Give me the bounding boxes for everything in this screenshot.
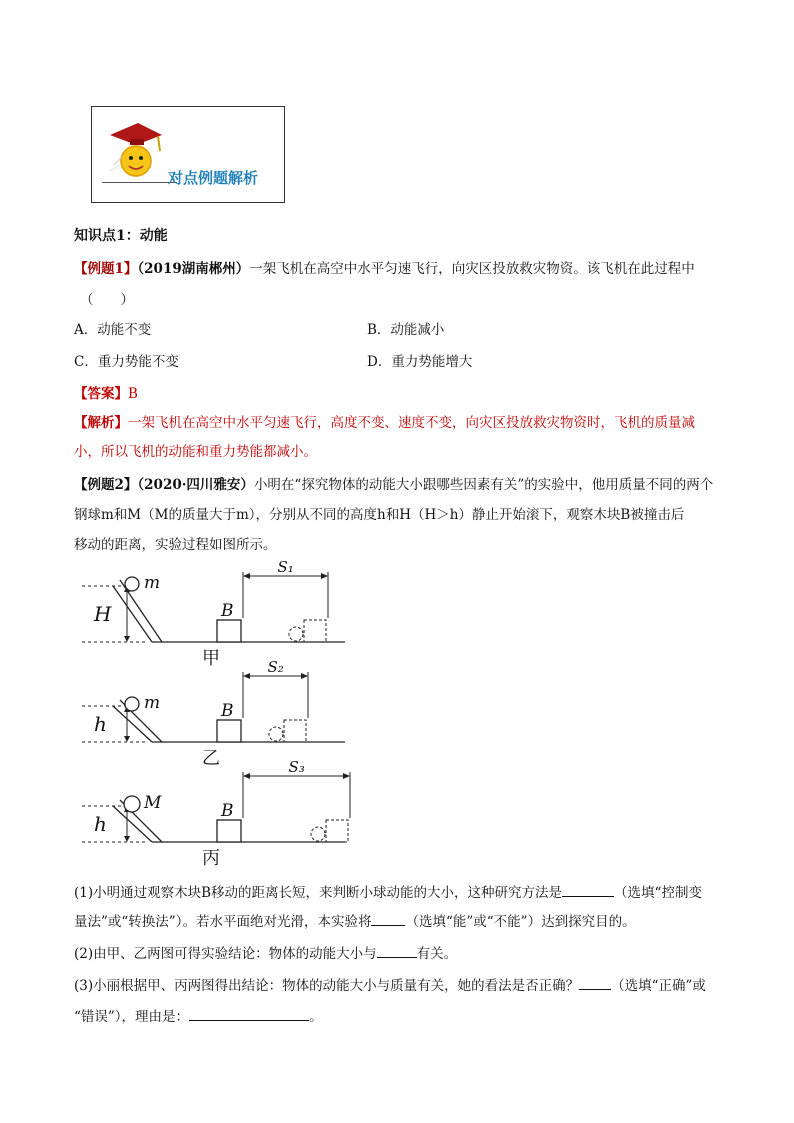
arrow-head [321, 573, 328, 579]
q2-sub3-text-d: 。 [309, 1009, 323, 1025]
dist-label: S₃ [288, 758, 305, 776]
ball-label: M [144, 793, 162, 813]
q2-stem-line1 [74, 475, 713, 495]
q1-option-b: B．动能减小 [367, 322, 445, 338]
q2-sub3-line1 [74, 975, 706, 996]
q1-answer-tag: 【答案】 [74, 386, 128, 402]
q2-sub1-blank1[interactable] [562, 882, 614, 897]
q1-analysis-text1: 一架飞机在高空中水平匀速飞行，高度不变、速度不变，向灾区投放救灾物资时，飞机的质量减 [128, 415, 695, 431]
dist-label: S₁ [277, 558, 294, 576]
q2-sub2-text-b: 有关。 [416, 946, 458, 962]
arrow-head [124, 736, 130, 742]
block-label: B [221, 601, 234, 621]
final-block-dashed [284, 720, 306, 742]
q2-sub3-text-c: “错误”），理由是： [74, 1009, 190, 1025]
q1-stem: 一架飞机在高空中水平匀速飞行，向灾区投放救灾物资。该飞机在此过程中 [249, 261, 695, 277]
q1-option-a: A．动能不变 [74, 322, 152, 338]
q1-analysis-tag: 【解析】 [74, 415, 128, 431]
final-block-dashed [326, 820, 348, 842]
graduate-mascot-icon [100, 117, 170, 187]
panel-label: 乙 [202, 748, 220, 769]
q2-sub1-line2 [74, 911, 636, 932]
q2-sub1-text-d: （选填“能”或“不能”）达到探究目的。 [405, 914, 636, 930]
block-b [217, 720, 241, 742]
q2-tag: 【例题2】 [74, 477, 138, 493]
block-b [217, 620, 241, 642]
final-ball-dashed [269, 727, 283, 741]
q2-stem-line3: 移动的距离，实验过程如图所示。 [74, 537, 277, 553]
q2-sub1-line1 [74, 882, 702, 903]
q1-tag: 【例题1】 [74, 261, 138, 277]
q1-option-c: C．重力势能不变 [74, 354, 179, 370]
height-label: h [94, 812, 107, 836]
banner-rule [102, 182, 177, 183]
q1-analysis-line2: 小，所以飞机的动能和重力势能都减小。 [74, 444, 317, 460]
q1-answer [74, 384, 138, 404]
arrow-head [301, 673, 308, 679]
ball [125, 697, 139, 711]
arrow-head [243, 773, 250, 779]
block-b [217, 820, 241, 842]
ramp-line [113, 586, 152, 642]
q1-stem-line2: （ ） [80, 292, 134, 308]
panel-label: 丙 [202, 848, 220, 869]
arrow-head [124, 836, 130, 842]
panel-label: 甲 [202, 648, 220, 669]
q2-sub1-text-c: 量法”或“转换法”）。若水平面绝对光滑，本实验将 [74, 914, 372, 930]
q2-sub3-text-a: (3)小丽根据甲、丙两图得出结论：物体的动能大小与质量有关，她的看法是否正确？ [74, 978, 580, 994]
q2-sub1-blank2[interactable] [371, 911, 405, 926]
q2-sub2-blank[interactable] [377, 943, 417, 958]
q2-sub1-text-b: （选填“控制变 [614, 885, 702, 901]
height-label: H [94, 602, 112, 626]
arrow-head [243, 673, 250, 679]
final-ball-dashed [289, 627, 303, 641]
block-label: B [221, 701, 234, 721]
experiment-figure [70, 558, 360, 870]
q2-stem-line2: 钢球m和M（M的质量大于m），分别从不同的高度h和H（H＞h）静止开始滚下，观察木块B被撞击后 [74, 507, 685, 523]
q2-sub3-text-b: （选填“正确”或 [611, 978, 706, 994]
q1-source: （2019湖南郴州） [137, 261, 250, 277]
ball [125, 577, 139, 591]
arrow-head [343, 773, 350, 779]
banner-title: 对点例题解析 [168, 169, 259, 187]
q1-answer-value: B [128, 386, 138, 402]
arrow-head [124, 636, 130, 642]
arrow-head [243, 573, 250, 579]
q2-sub3-blank2[interactable] [189, 1006, 309, 1021]
ball-label: m [144, 693, 161, 713]
q2-stem1: 小明在“探究物体的动能大小跟哪些因素有关”的实验中，他用质量不同的两个 [253, 477, 714, 493]
height-label: h [94, 712, 107, 736]
block-label: B [221, 801, 234, 821]
section-title: 知识点1：动能 [74, 228, 168, 244]
final-ball-dashed [311, 827, 325, 841]
q2-sub2-text-a: (2)由甲、乙两图可得实验结论：物体的动能大小与 [74, 946, 377, 962]
section-banner [91, 106, 285, 203]
q2-sub3-line2 [74, 1006, 323, 1027]
q2-source: （2020·四川雅安） [137, 477, 254, 493]
q1-analysis-line1 [74, 413, 695, 433]
dist-label: S₂ [267, 658, 284, 676]
q2-sub3-blank1[interactable] [579, 975, 611, 990]
q1-option-d: D．重力势能增大 [367, 354, 473, 370]
final-block-dashed [304, 620, 326, 642]
ball [124, 796, 140, 812]
ball-label: m [144, 573, 161, 593]
q1-stem-line1 [74, 259, 695, 279]
q2-sub2 [74, 943, 457, 964]
q2-sub1-text-a: (1)小明通过观察木块B移动的距离长短，来判断小球动能的大小，这种研究方法是 [74, 885, 563, 901]
